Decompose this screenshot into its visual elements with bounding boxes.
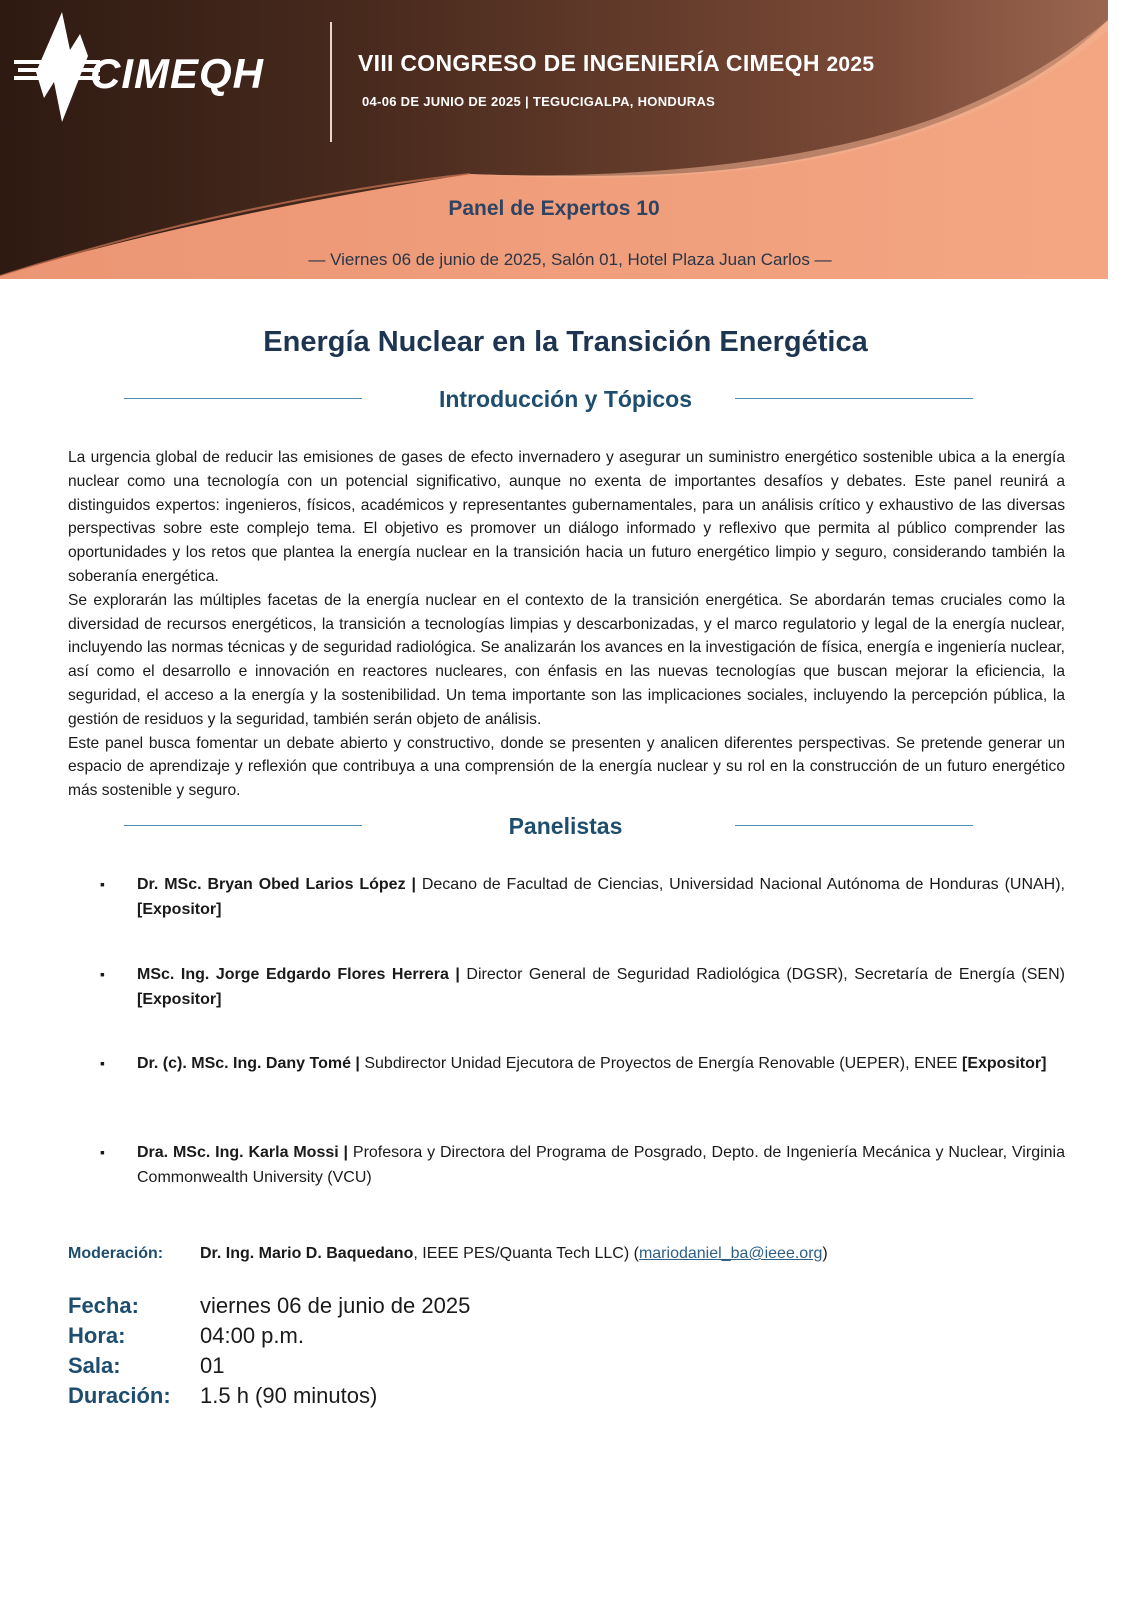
bullet-icon: ▪ [100, 1055, 105, 1071]
detail-label: Sala: [68, 1353, 121, 1378]
panelist-item [100, 872, 1065, 962]
moderation-value [200, 1245, 828, 1263]
detail-row-duration [68, 1383, 768, 1413]
panelist-role: Subdirector Unidad Ejecutora de Proyectos de Energía Renovable (UEPER), ENEE [364, 1055, 958, 1072]
moderator-name: Dr. Ing. Mario D. Baquedano [200, 1245, 414, 1262]
intro-paragraph: Se explorarán las múltiples facetas de la energía nuclear en el contexto de la transición energética. Se abordarán temas cruciales como la diversidad de recursos energéticos, la transición a tecnologías limpias y descarbonizadas, y el marco regulatorio y legal de la energía nuclear, incluyendo las normas técnicas y de seguridad radiológica. Se analizarán los avances en la investigación de física, energía e ingeniería nuclear, así como el desarrollo e innovación en reactores nucleares, con énfasis en las nuevas tecnologías que buscan mejorar la eficiencia, la seguridad, el acceso a la energía y la sostenibilidad. Un tema importante son las implicaciones sociales, incluyendo la percepción pública, la gestión de residuos y la seguridad, también serán objeto de análisis. [68, 591, 1065, 728]
moderation-label: Moderación: [68, 1245, 164, 1262]
bullet-icon: ▪ [100, 876, 105, 892]
detail-value: viernes 06 de junio de 2025 [200, 1293, 471, 1318]
panel-session: — Viernes 06 de junio de 2025, Salón 01, Hotel Plaza Juan Carlos — [308, 250, 832, 269]
detail-row-date [68, 1293, 768, 1323]
intro-body [68, 446, 1065, 803]
detail-value: 04:00 p.m. [200, 1323, 304, 1348]
congress-dates: 04-06 DE JUNIO DE 2025 | TEGUCIGALPA, HONDURAS [362, 94, 716, 109]
bullet-icon: ▪ [100, 966, 105, 982]
detail-value: 1.5 h (90 minutos) [200, 1383, 378, 1408]
panelist-tag: [Expositor] [137, 991, 222, 1008]
detail-row-room [68, 1353, 768, 1383]
intro-paragraph: La urgencia global de reducir las emisiones de gases de efecto invernadero y asegurar un suministro energético sostenible ubica a la energía nuclear como una tecnología con un potencial significativo, aunque no exenta de importantes desafíos y debates. Este panel reunirá a distinguidos expertos: ingenieros, físicos, académicos y representantes gubernamentales, para un análisis crítico y exhaustivo de las diversas perspectivas sobre este complejo tema. El objetivo es promover un diálogo informado y reflexivo que permita al público comprender las oportunidades y los retos que plantea la energía nuclear en la transición hacia un futuro energético limpio y seguro, considerando también la soberanía energética. [68, 449, 1065, 585]
logo-wordmark: CIMEQH [90, 50, 264, 97]
detail-label: Duración: [68, 1383, 171, 1408]
moderator-affiliation: , IEEE PES/Quanta Tech LLC) ( [413, 1245, 639, 1262]
intro-rule-right [735, 398, 973, 399]
detail-value: 01 [200, 1353, 225, 1378]
panelist-item [100, 1140, 1065, 1190]
session-details [68, 1293, 768, 1413]
cimeqh-logo [14, 12, 304, 122]
panelist-name: Dra. MSc. Ing. Karla Mossi | [137, 1144, 349, 1161]
panelist-name: Dr. MSc. Bryan Obed Larios López | [137, 876, 416, 893]
moderation-close: ) [822, 1245, 828, 1262]
intro-paragraph: Este panel busca fomentar un debate abierto y constructivo, donde se presenten y analicen diferentes perspectivas. Se pretende generar un espacio de aprendizaje y reflexión que contribuya a una comprensión de la energía nuclear y su rol en la construcción de un futuro energético más sostenible y seguro. [68, 734, 1065, 800]
panelist-item [100, 962, 1065, 1051]
panelists-rule-right [735, 825, 973, 826]
panelist-item [100, 1051, 1065, 1140]
header-banner [0, 0, 1108, 279]
congress-title: VIII CONGRESO DE INGENIERÍA CIMEQH 2025 [358, 50, 875, 76]
panelist-name: Dr. (c). MSc. Ing. Dany Tomé | [137, 1055, 360, 1072]
moderator-email-link[interactable]: mariodaniel_ba@ieee.org [638, 1245, 823, 1262]
panelist-role: Profesora y Directora del Programa de Posgrado, Depto. de Ingeniería Mecánica y Nuclear, Virginia Commonwealth University (VCU) [137, 1144, 1065, 1186]
panelist-tag: [Expositor] [962, 1055, 1047, 1072]
detail-label: Hora: [68, 1323, 126, 1348]
panel-number: Panel de Expertos 10 [448, 197, 660, 220]
header-divider [330, 22, 332, 142]
congress-year: 2025 [826, 53, 875, 76]
panelists-heading: Panelistas [508, 813, 623, 839]
panelist-name: MSc. Ing. Jorge Edgardo Flores Herrera | [137, 966, 460, 983]
bullet-icon: ▪ [100, 1144, 105, 1160]
intro-heading: Introducción y Tópicos [438, 386, 692, 412]
panelist-tag: [Expositor] [137, 901, 222, 918]
detail-row-time [68, 1323, 768, 1353]
panelist-role: Decano de Facultad de Ciencias, Universidad Nacional Autónoma de Honduras (UNAH), [421, 876, 1066, 893]
detail-label: Fecha: [68, 1293, 139, 1318]
panelist-role: Director General de Seguridad Radiológica (DGSR), Secretaría de Energía (SEN) [466, 966, 1065, 983]
page-title: Energía Nuclear en la Transición Energética [263, 326, 868, 358]
panelist-list [100, 872, 1065, 1190]
